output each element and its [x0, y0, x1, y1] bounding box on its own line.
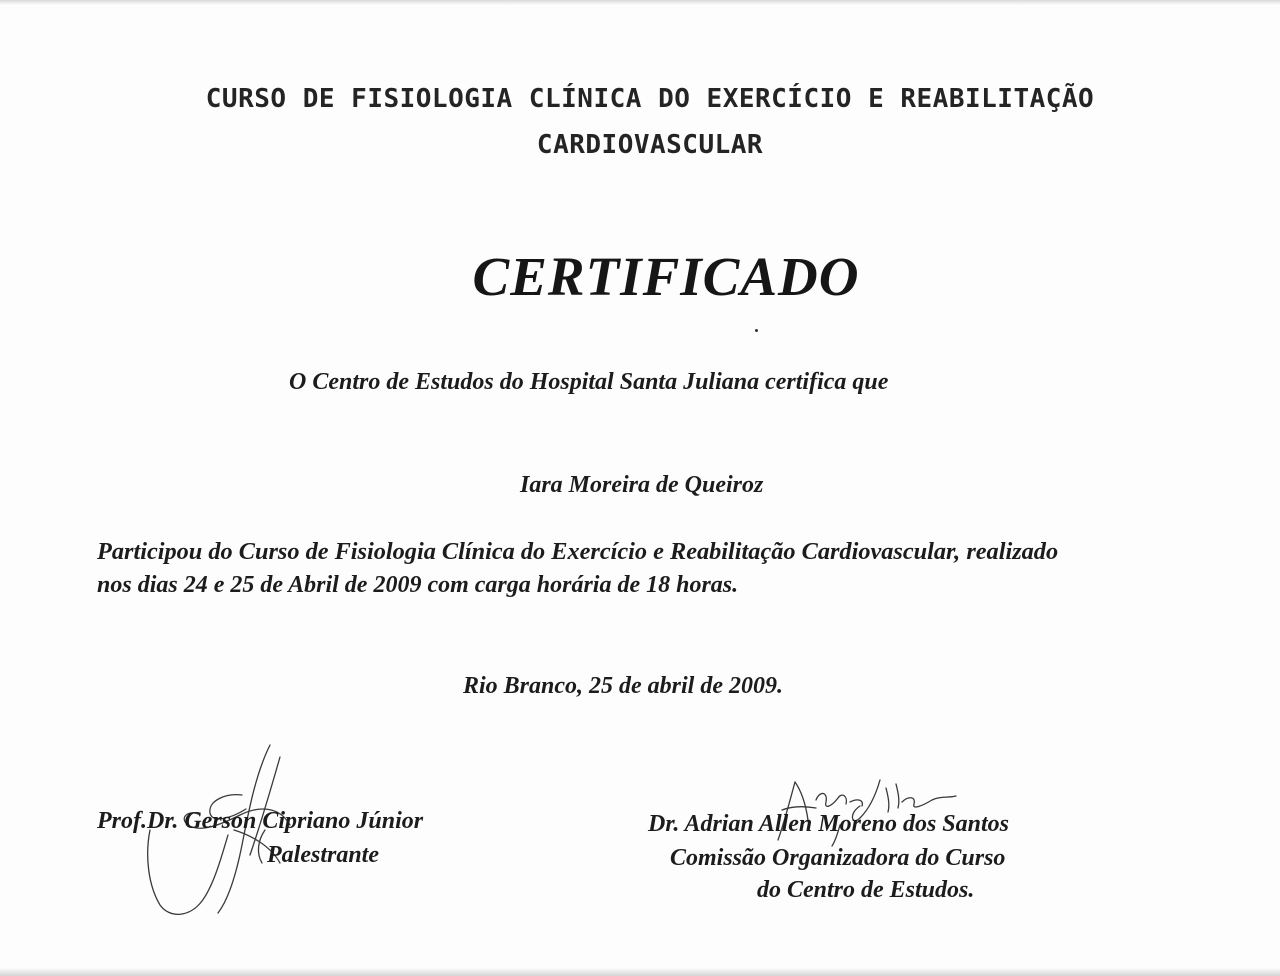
- scan-edge-top: [0, 0, 1280, 5]
- course-title-line2: CARDIOVASCULAR: [536, 130, 764, 160]
- signatory-1-role: Palestrante: [267, 842, 379, 868]
- place-date: Rio Branco, 25 de abril de 2009.: [463, 673, 784, 699]
- scan-edge-bottom: [0, 968, 1280, 976]
- signatory-1-name: Prof.Dr. Gerson Cipriano Júnior: [97, 808, 424, 834]
- body-text-line1: Participou do Curso de Fisiologia Clínica do Exercício e Reabilitação Cardiovascular, realizado: [97, 538, 1059, 565]
- certificate-heading: CERTIFICADO: [472, 246, 860, 307]
- signature-2-scribble: [720, 770, 960, 850]
- course-title-line1: CURSO DE FISIOLOGIA CLÍNICA DO EXERCÍCIO E REABILITAÇÃO: [205, 84, 1095, 114]
- body-text-line2: nos dias 24 e 25 de Abril de 2009 com carga horária de 18 horas.: [97, 572, 739, 598]
- signatory-2-role-line2: do Centro de Estudos.: [757, 877, 975, 903]
- participant-name: Iara Moreira de Queiroz: [520, 472, 764, 498]
- print-speck: [755, 329, 758, 332]
- signatory-2-role-line1: Comissão Organizadora do Curso: [670, 845, 1006, 871]
- intro-text: O Centro de Estudos do Hospital Santa Juliana certifica que: [289, 369, 889, 395]
- signatory-2-name: Dr. Adrian Allen Moreno dos Santos: [648, 811, 1009, 837]
